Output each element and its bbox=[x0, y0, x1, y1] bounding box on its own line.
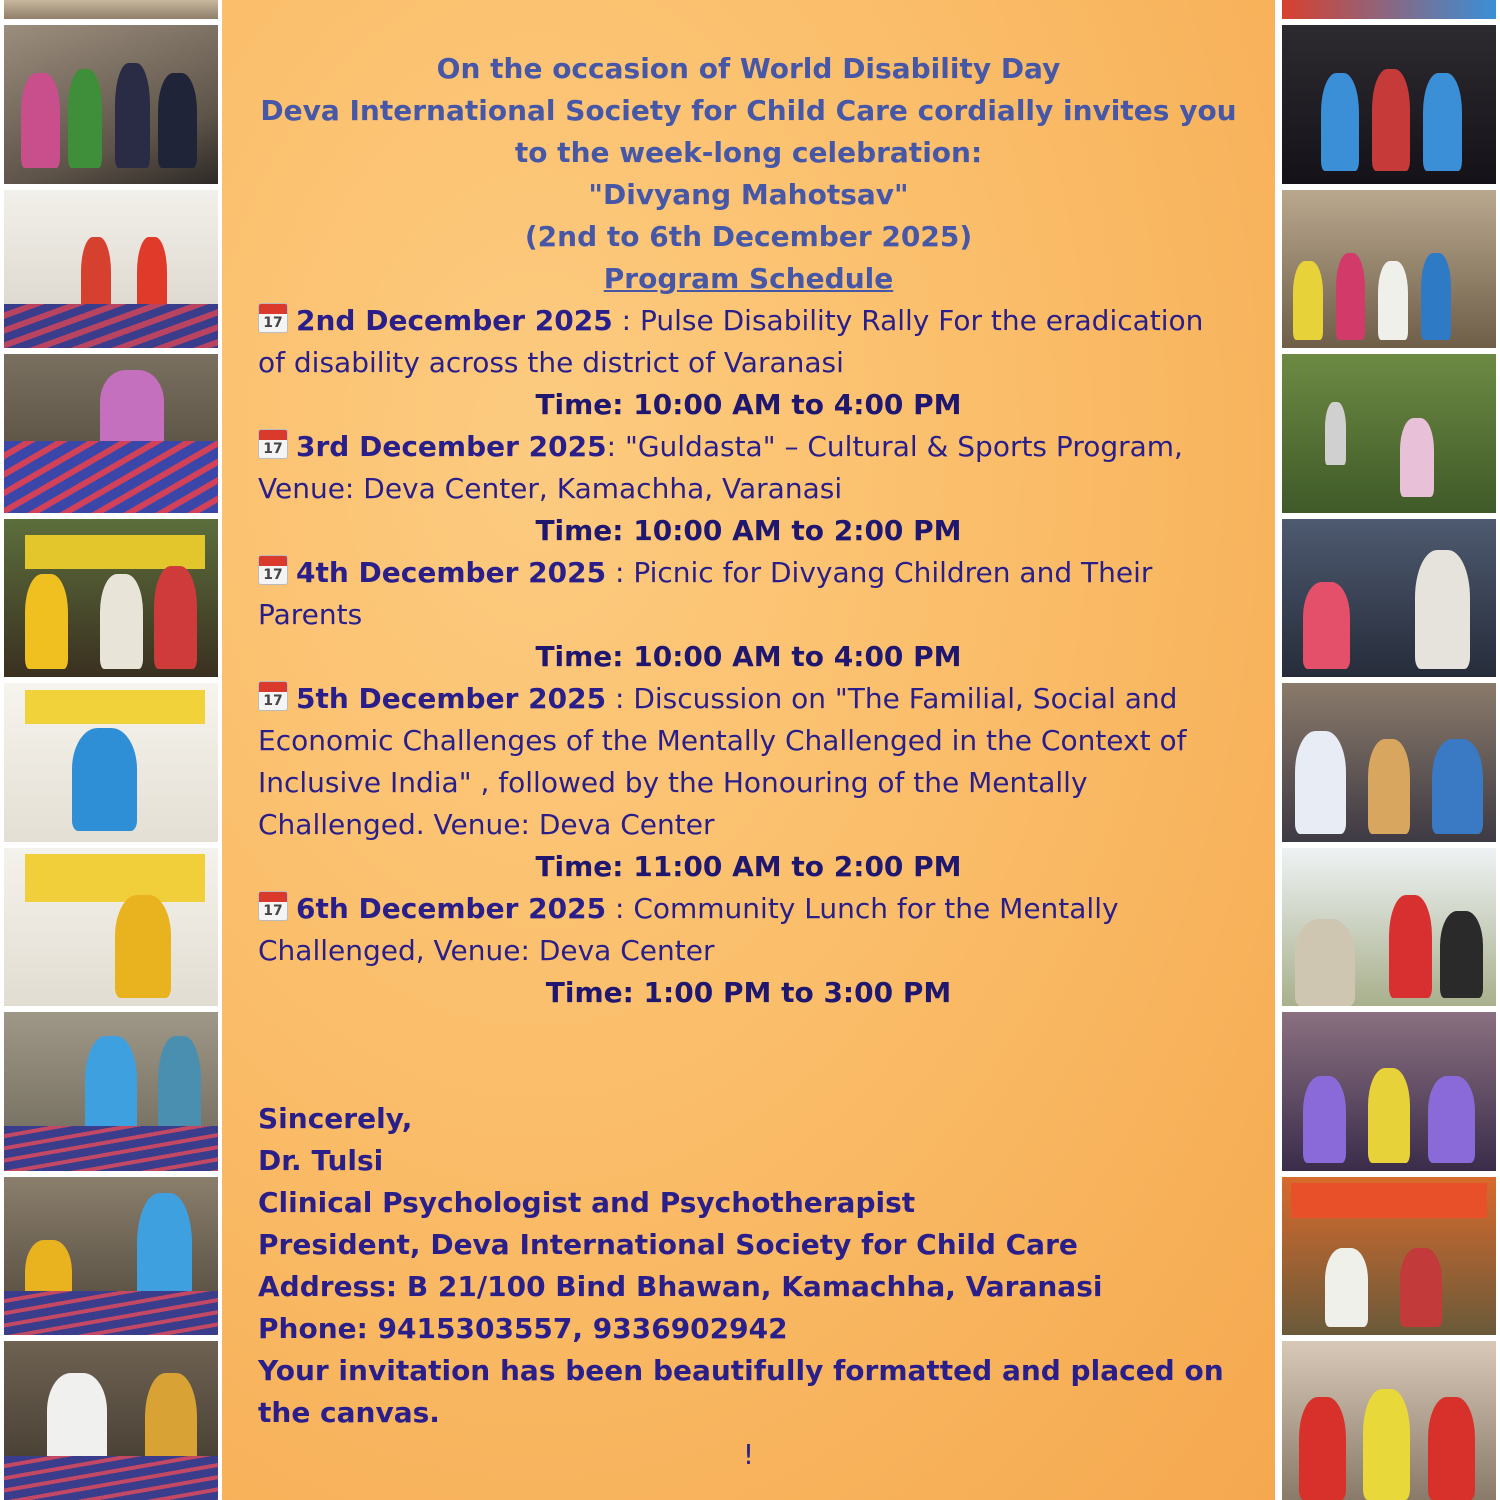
event-photo bbox=[1282, 848, 1496, 1007]
invitation-panel bbox=[222, 0, 1275, 1500]
event-description: : "Guldasta" – Cultural & Sports Program, Venue: Deva Center, Kamachha, Varanasi bbox=[258, 430, 1183, 505]
event-photo bbox=[1282, 1012, 1496, 1171]
schedule-title: Program Schedule bbox=[603, 262, 894, 295]
signer-name: Dr. Tulsi bbox=[258, 1144, 384, 1177]
event-photo bbox=[4, 1341, 218, 1500]
event-time: Time: 10:00 AM to 4:00 PM bbox=[535, 388, 962, 421]
calendar-icon: 17 bbox=[258, 303, 288, 333]
event-photo bbox=[1282, 354, 1496, 513]
event-description: : Community Lunch for the Mentally Challenged, Venue: Deva Center bbox=[258, 892, 1119, 967]
phone: Phone: 9415303557, 9336902942 bbox=[258, 1312, 788, 1345]
event-date: 3rd December 2025 bbox=[296, 430, 607, 463]
event-photo bbox=[4, 190, 218, 349]
event-photo bbox=[4, 1012, 218, 1171]
event-date: 4th December 2025 bbox=[296, 556, 607, 589]
event-dates: (2nd to 6th December 2025) bbox=[524, 220, 973, 253]
closing: Sincerely, bbox=[258, 1102, 413, 1135]
event-time: Time: 10:00 AM to 2:00 PM bbox=[535, 514, 962, 547]
event-photo bbox=[1282, 0, 1496, 19]
event-photo bbox=[1282, 1341, 1496, 1500]
schedule-list bbox=[258, 300, 1239, 1014]
event-photo bbox=[4, 354, 218, 513]
trailing-mark: ! bbox=[742, 1438, 755, 1471]
schedule-item bbox=[258, 552, 1239, 636]
address: Address: B 21/100 Bind Bhawan, Kamachha, Varanasi bbox=[258, 1270, 1103, 1303]
event-photo bbox=[4, 0, 218, 19]
event-time: Time: 10:00 AM to 4:00 PM bbox=[535, 640, 962, 673]
event-photo bbox=[4, 848, 218, 1007]
event-date: 2nd December 2025 bbox=[296, 304, 613, 337]
calendar-icon: 17 bbox=[258, 891, 288, 921]
event-photo bbox=[1282, 519, 1496, 678]
event-date: 6th December 2025 bbox=[296, 892, 607, 925]
event-description: : Picnic for Divyang Children and Their Parents bbox=[258, 556, 1153, 631]
closing-note: Your invitation has been beautifully formatted and placed on the canvas. bbox=[258, 1354, 1224, 1429]
calendar-icon: 17 bbox=[258, 555, 288, 585]
event-time: Time: 11:00 AM to 2:00 PM bbox=[535, 850, 962, 883]
left-photo-strip bbox=[0, 0, 222, 1500]
occasion-line: On the occasion of World Disability Day bbox=[436, 52, 1061, 85]
signature-block bbox=[258, 1098, 1239, 1434]
celebration-line: to the week-long celebration: bbox=[514, 136, 983, 169]
schedule-item bbox=[258, 888, 1239, 972]
event-photo bbox=[1282, 25, 1496, 184]
event-photo bbox=[1282, 683, 1496, 842]
schedule-item bbox=[258, 426, 1239, 510]
event-photo bbox=[4, 683, 218, 842]
event-name: "Divyang Mahotsav" bbox=[588, 178, 909, 211]
event-photo bbox=[4, 25, 218, 184]
event-date: 5th December 2025 bbox=[296, 682, 607, 715]
event-photo bbox=[4, 519, 218, 678]
right-photo-strip bbox=[1278, 0, 1500, 1500]
schedule-item bbox=[258, 300, 1239, 384]
schedule-item bbox=[258, 678, 1239, 846]
event-description: : Pulse Disability Rally For the eradication of disability across the district of Varanasi bbox=[258, 304, 1204, 379]
event-photo bbox=[4, 1177, 218, 1336]
invitation-line: Deva International Society for Child Care cordially invites you bbox=[260, 94, 1237, 127]
calendar-icon: 17 bbox=[258, 429, 288, 459]
event-photo bbox=[1282, 1177, 1496, 1336]
signer-title: Clinical Psychologist and Psychotherapist bbox=[258, 1186, 916, 1219]
event-description: : Discussion on "The Familial, Social and Economic Challenges of the Mentally Challenged in the Context of Inclusive India" , followed by the Honouring of the Mentally Challenged. Venue: Deva Center bbox=[258, 682, 1187, 841]
calendar-icon: 17 bbox=[258, 681, 288, 711]
event-time: Time: 1:00 PM to 3:00 PM bbox=[545, 976, 952, 1009]
signer-role: President, Deva International Society for Child Care bbox=[258, 1228, 1078, 1261]
event-photo bbox=[1282, 190, 1496, 349]
